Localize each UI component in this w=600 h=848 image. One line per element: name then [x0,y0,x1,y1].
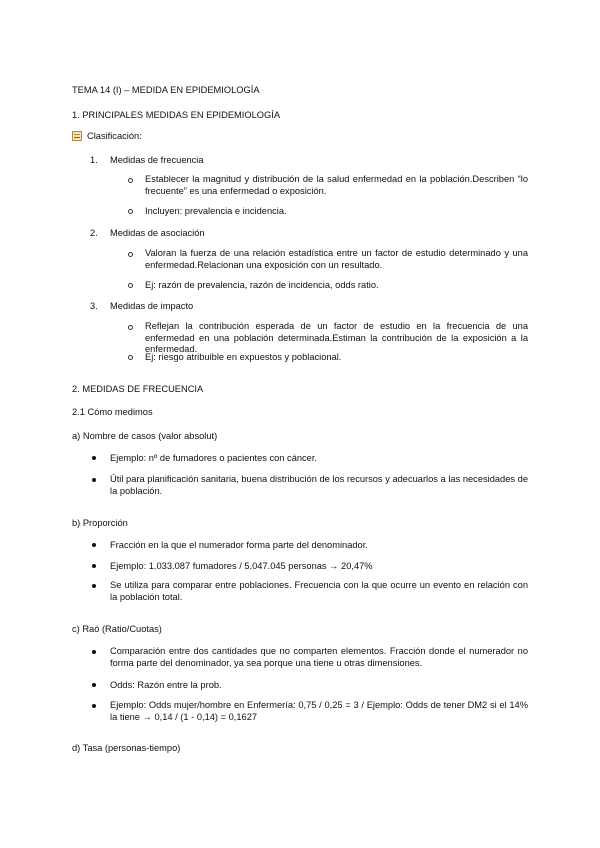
list-item: Establecer la magnitud y distribución de la salud enfermedad en la población.Describen “lo frecuente” es una enfermedad o exposición. [145,174,528,196]
list-item: Ejemplo: nº de fumadores o pacientes con cáncer. [110,453,318,463]
list-item: Reflejan la contribución esperada de un factor de estudio en la frecuencia de una enfermedad en una población determinada.Estiman la contribución de la exposición a la enfermedad. [145,321,528,354]
item-number: 2. [90,228,98,238]
list-item: Ejemplo: Odds mujer/hombre en Enfermería: 0,75 / 0,25 = 3 / Ejemplo: Odds de tener DM2 si el 14% la tiene → 0,14 / (1 - 0,14) = 0,1627 [110,700,528,722]
list-item: Comparación entre dos cantidades que no comparten elementos. Fracción donde el numerador no forma parte del denominador, ya sea porque una tiene u otras dimensiones. [110,646,528,668]
classification-label: Clasificación: [87,131,142,141]
circle-bullet-icon [128,283,133,288]
circle-bullet-icon [128,209,133,214]
list-item: Odds: Razón entre la prob. [110,680,222,690]
bullet-icon [92,584,96,588]
bullet-icon [92,650,96,654]
subsection-d-label: d) Tasa (personas-tiempo) [72,743,181,753]
list-item: Ejemplo: 1.033.087 fumadores / 5.047.045 personas → 20,47% [110,561,373,571]
item-number: 1. [90,155,98,165]
circle-bullet-icon [128,178,133,183]
item-label-impacto: Medidas de impacto [110,301,194,311]
list-item: Valoran la fuerza de una relación estadística entre un factor de estudio determinado y una enfermedad.Relacionan una exposición con un resultado. [145,248,528,270]
bullet-icon [92,456,96,460]
document-title: TEMA 14 (I) – MEDIDA EN EPIDEMIOLOGÍA [72,85,260,95]
list-icon [72,131,82,141]
section-2-heading: 2. MEDIDAS DE FRECUENCIA [72,384,204,394]
item-label-asociacion: Medidas de asociación [110,228,205,238]
circle-bullet-icon [128,355,133,360]
bullet-icon [92,564,96,568]
list-item: Útil para planificación sanitaria, buena distribución de los recursos y adecuarlos a las necesidades de la población. [110,474,528,496]
item-number: 3. [90,301,98,311]
list-item: Incluyen: prevalencia e incidencia. [145,206,287,216]
bullet-icon [92,478,96,482]
circle-bullet-icon [128,325,133,330]
list-item: Se utiliza para comparar entre poblaciones. Frecuencia con la que ocurre un evento en relación con la población total. [110,580,528,602]
bullet-icon [92,683,96,687]
circle-bullet-icon [128,252,133,257]
subsection-c-label: c) Raó (Ratio/Cuotas) [72,624,162,634]
list-item: Ej: razón de prevalencia, razón de incidencia, odds ratio. [145,280,379,290]
section-2-subheading: 2.1 Cómo medimos [72,407,153,417]
list-item: Ej: riesgo atribuible en expuestos y poblacional. [145,352,342,362]
item-label-frecuencia: Medidas de frecuencia [110,155,204,165]
section-1-heading: 1. PRINCIPALES MEDIDAS EN EPIDEMIOLOGÍA [72,110,281,120]
bullet-icon [92,543,96,547]
list-item: Fracción en la que el numerador forma parte del denominador. [110,540,368,550]
bullet-icon [92,704,96,708]
subsection-b-label: b) Proporción [72,518,128,528]
subsection-a-label: a) Nombre de casos (valor absolut) [72,431,218,441]
